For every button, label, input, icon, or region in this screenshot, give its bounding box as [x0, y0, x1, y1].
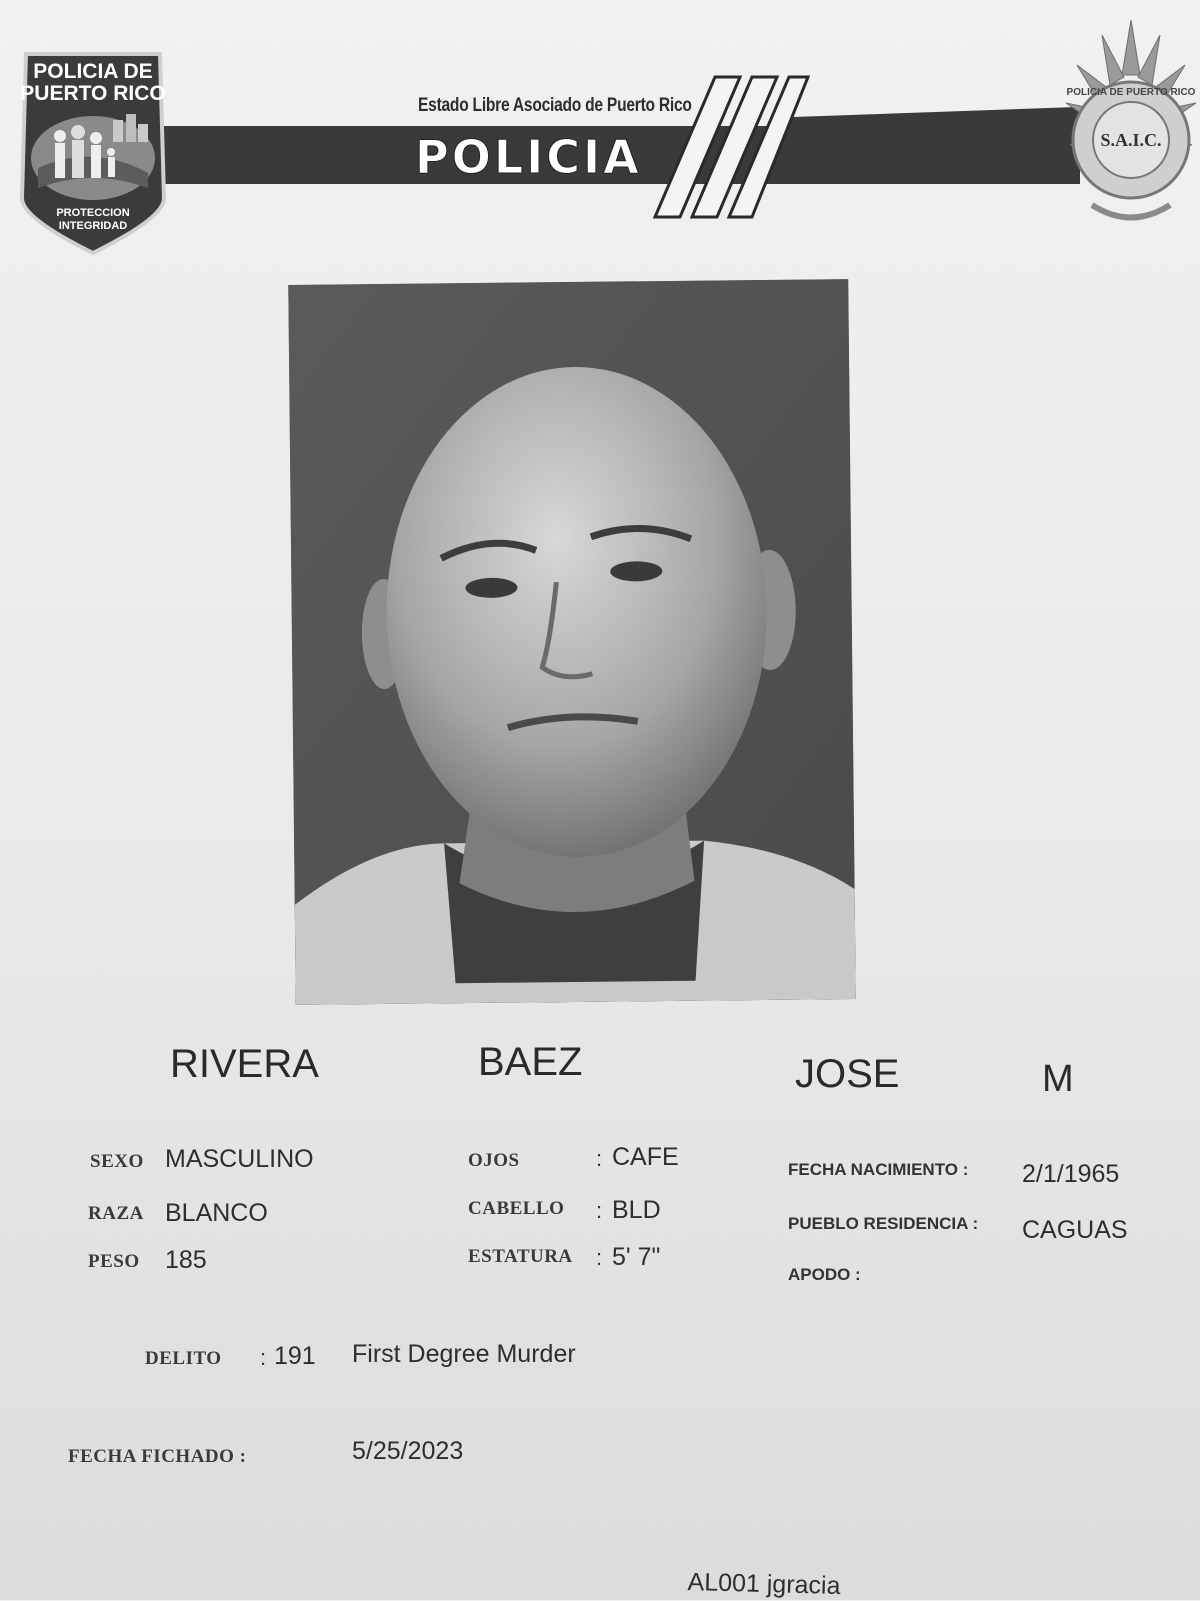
delito-colon: :	[260, 1345, 267, 1370]
fecha-nacimiento-label: FECHA NACIMIENTO :	[788, 1160, 969, 1179]
fecha-fichado-value: 5/25/2023	[352, 1437, 464, 1465]
wordmark-slashes-icon	[640, 72, 810, 222]
peso-label: PESO	[88, 1251, 140, 1272]
sexo-value: MASCULINO	[165, 1145, 314, 1173]
peso-value: 185	[165, 1246, 207, 1274]
estatura-colon: :	[596, 1245, 603, 1270]
raza-value: BLANCO	[165, 1199, 268, 1227]
ojos-label: OJOS	[468, 1150, 520, 1171]
fecha-nacimiento-value: 2/1/1965	[1022, 1160, 1120, 1188]
estatura-label: ESTATURA	[468, 1246, 573, 1267]
badge-right-ring-text: POLICIA DE PUERTO RICO	[1066, 87, 1196, 98]
badge-left-motto1: PROTECCION	[56, 207, 130, 219]
header-band-right	[790, 107, 1080, 177]
cabello-label: CABELLO	[468, 1198, 565, 1219]
delito-description: First Degree Murder	[352, 1340, 576, 1368]
estatura-value: 5' 7"	[612, 1243, 661, 1271]
ojos-colon: :	[596, 1146, 603, 1171]
pueblo-residencia-label: PUEBLO RESIDENCIA :	[788, 1214, 979, 1233]
badge-left-line2: PUERTO RICO	[20, 82, 166, 105]
badge-left-motto2: INTEGRIDAD	[58, 220, 128, 232]
saic-star-badge	[1062, 15, 1200, 240]
agency-wordmark: POLICIA	[415, 130, 642, 184]
fecha-fichado-label: FECHA FICHADO :	[68, 1446, 247, 1467]
middle-initial: M	[1042, 1058, 1074, 1100]
last-name-1: RIVERA	[170, 1042, 319, 1086]
last-name-2: BAEZ	[478, 1040, 583, 1084]
cabello-colon: :	[596, 1198, 603, 1223]
badge-right-unit: S.A.I.C.	[1100, 130, 1162, 150]
pueblo-residencia-value: CAGUAS	[1022, 1216, 1128, 1244]
raza-label: RAZA	[88, 1203, 144, 1224]
apodo-label: APODO :	[788, 1265, 861, 1284]
police-shield-logo	[18, 48, 168, 258]
government-name: Estado Libre Asociado de Puerto Rico	[418, 95, 692, 116]
ojos-value: CAFE	[612, 1143, 679, 1171]
badge-left-line1: POLICIA DE	[33, 60, 153, 83]
delito-label: DELITO	[145, 1348, 222, 1369]
cabello-value: BLD	[612, 1196, 661, 1224]
sexo-label: SEXO	[90, 1151, 144, 1172]
footer-user: AL001 jgracia	[687, 1568, 841, 1600]
first-name: JOSE	[795, 1052, 900, 1096]
booking-photo	[288, 279, 856, 1005]
delito-code: 191	[274, 1342, 316, 1370]
